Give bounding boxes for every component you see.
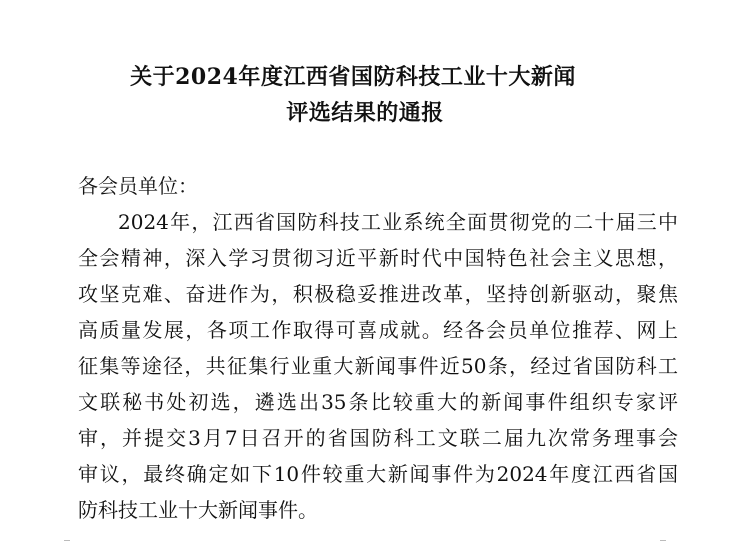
body-line-8: 审议，最终确定如下10件较重大新闻事件为2024年度江西省国: [78, 462, 678, 486]
crop-mark-left: [64, 540, 70, 541]
body-line-4: 高质量发展，各项工作取得可喜成就。经各会员单位推荐、网上: [78, 318, 678, 342]
body-line-6: 文联秘书处初选，遴选出35条比较重大的新闻事件组织专家评: [78, 390, 678, 414]
body-line-1: 2024年，江西省国防科技工业系统全面贯彻党的二十届三中: [118, 210, 678, 234]
document-title-line-1: 关于2024年度江西省国防科技工业十大新闻: [130, 64, 576, 90]
body-line-9: 防科技工业十大新闻事件。: [78, 498, 318, 522]
body-line-7: 审，并提交3月7日召开的省国防科工文联二届九次常务理事会: [78, 426, 678, 450]
body-line-5: 征集等途径，共征集行业重大新闻事件近50条，经过省国防科工: [78, 354, 678, 378]
salutation: 各会员单位：: [78, 174, 198, 198]
crop-mark-right: [660, 540, 666, 541]
body-line-3: 攻坚克难、奋进作为，积极稳妥推进改革，坚持创新驱动，聚焦: [78, 282, 678, 306]
document-title-line-2: 评选结果的通报: [286, 100, 444, 126]
body-line-2: 全会精神，深入学习贯彻习近平新时代中国特色社会主义思想，: [78, 246, 678, 270]
